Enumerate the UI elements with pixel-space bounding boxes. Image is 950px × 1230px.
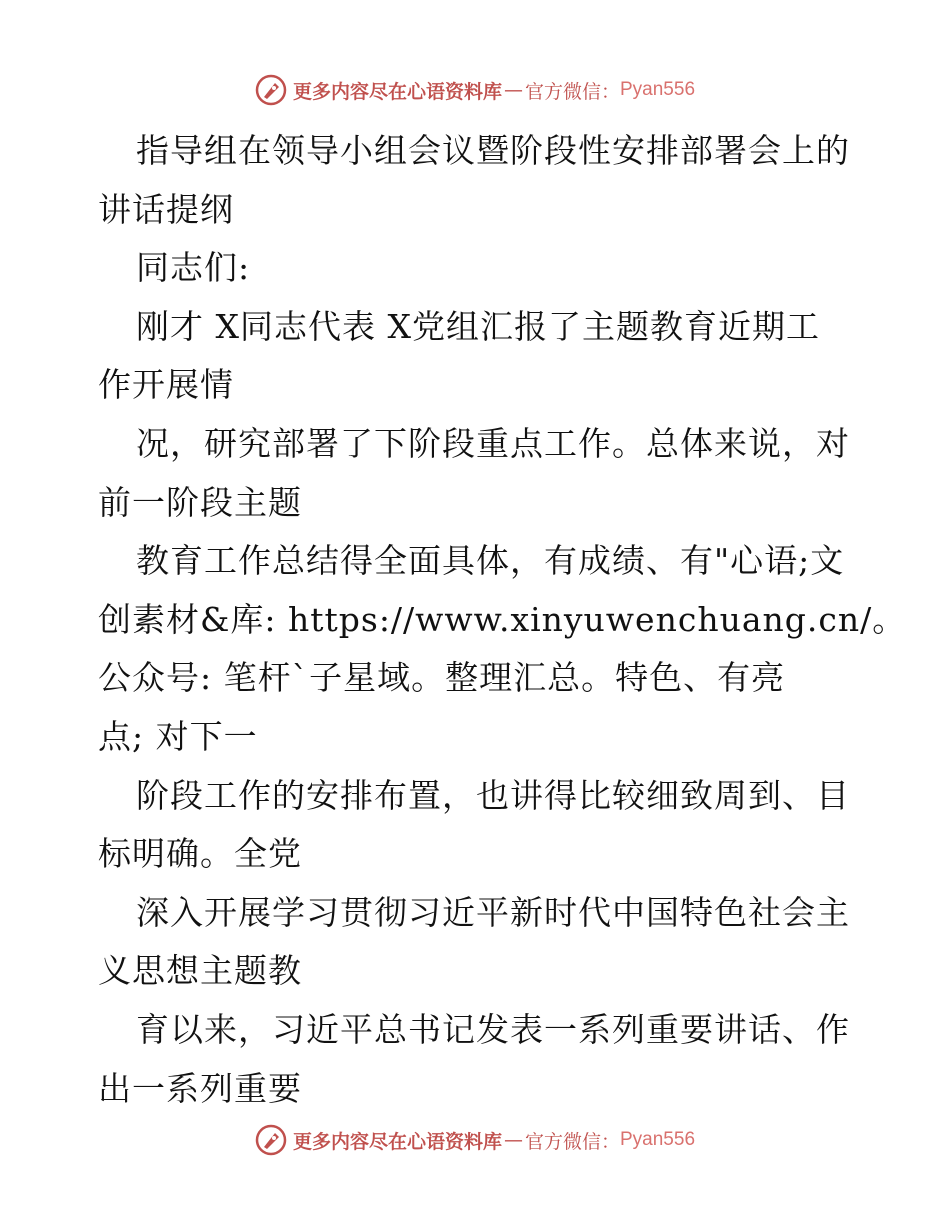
text-line: 深入开展学习贯彻习近平新时代中国特色社会主 bbox=[136, 892, 850, 932]
banner-dash: — bbox=[503, 1129, 523, 1151]
banner-wechat-id: Pyan556 bbox=[620, 1129, 696, 1150]
text-line: 前一阶段主题 bbox=[98, 482, 302, 522]
text-line: 阶段工作的安排布置，也讲得比较细致周到、目 bbox=[136, 775, 850, 815]
pen-nib-logo-icon bbox=[255, 74, 287, 106]
text-line: 教育工作总结得全面具体，有成绩、有"心语;文 bbox=[136, 541, 845, 581]
text-line: 刚才 X同志代表 X党组汇报了主题教育近期工 bbox=[136, 306, 820, 346]
footer-banner bbox=[0, 1120, 950, 1160]
text-line: 创素材&库: https://www.xinyuwenchuang.cn/。 bbox=[98, 599, 907, 639]
banner-title: 更多内容尽在心语资料库 bbox=[292, 1130, 502, 1153]
text-line: 出一系列重要 bbox=[98, 1068, 302, 1108]
text-line: 育以来，习近平总书记发表一系列重要讲话、作 bbox=[136, 1009, 850, 1049]
banner-wechat-id: Pyan556 bbox=[620, 79, 696, 100]
banner-wechat-label: 官方微信： bbox=[524, 1130, 620, 1153]
banner-title: 更多内容尽在心语资料库 bbox=[292, 80, 502, 103]
document-body bbox=[98, 122, 907, 1118]
text-line: 况，研究部署了下阶段重点工作。总体来说，对 bbox=[136, 423, 850, 463]
text-line: 作开展情 bbox=[98, 365, 234, 405]
banner-dash: — bbox=[503, 79, 523, 101]
text-line: 标明确。全党 bbox=[98, 834, 302, 874]
text-line: 义思想主题教 bbox=[98, 951, 302, 991]
banner-wechat-label: 官方微信： bbox=[524, 80, 620, 103]
text-line: 讲话提纲 bbox=[98, 189, 234, 229]
header-banner bbox=[0, 70, 950, 110]
pen-nib-logo-icon bbox=[255, 1124, 287, 1156]
text-line: 公众号: 笔杆`子星域。整理汇总。特色、有亮 bbox=[98, 658, 786, 698]
text-line: 指导组在领导小组会议暨阶段性安排部署会上的 bbox=[136, 131, 850, 170]
text-line: 点; 对下一 bbox=[98, 716, 258, 756]
text-line: 同志们: bbox=[136, 248, 251, 288]
